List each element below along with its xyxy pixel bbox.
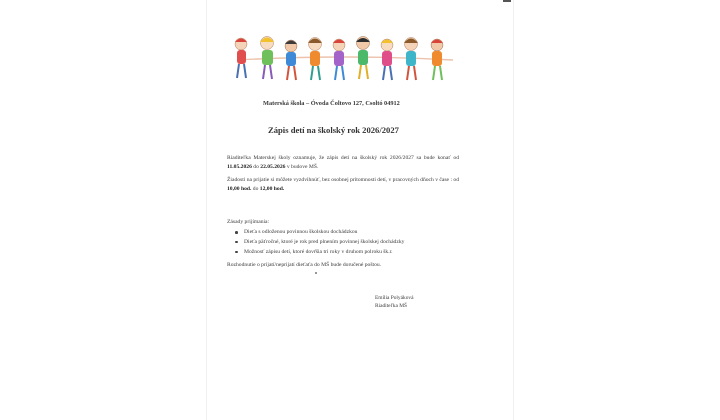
child-figure [431, 39, 443, 80]
applications-paragraph: Žiadosti na prijatie si môžete vyzdvihnúť, bez osobnej prítomnosti detí, v pracovných dňoch v čase : od 10,00 hod. do 12,00 hod. [227, 177, 459, 192]
list-item: Dieťa päťročné, ktoré je rok pred plnením povinnej školskej dochádzky [235, 238, 404, 248]
admission-rules-list [235, 228, 404, 257]
time-from: 10,00 hod. [227, 185, 252, 192]
child-figure [308, 38, 322, 81]
list-item: Možnosť zápisu detí, ktoré dovŕšia tri roky v druhom polroku šk.r. [235, 248, 404, 258]
bullet-icon [235, 241, 238, 244]
applications-text: Žiadosti na prijatie si môžete vyzdvihnúť, bez osobnej prítomnosti detí, v pracovných dňoch v čase : od [227, 177, 459, 183]
child-figure [235, 38, 247, 78]
signature-role: Riaditeľka MŠ [375, 303, 407, 309]
document-title: Zápis detí na školský rok 2026/2027 [268, 125, 399, 135]
child-figure [285, 40, 297, 80]
child-figure [356, 37, 370, 80]
time-to: 12,00 hod. [259, 185, 285, 192]
signature-name: Emília Polyáková [375, 295, 414, 301]
bullet-icon [235, 251, 238, 254]
announcement-paragraph: Riaditeľka Materskej školy oznamuje, že zápis detí na školský rok 2026/2027 sa bude konať od 11.05.2026 do 22.05.2026 v budove MŠ. [227, 155, 459, 170]
date-from: 11.05.2026 [227, 163, 252, 170]
child-figure [260, 37, 274, 80]
child-figure [333, 39, 345, 80]
announcement-text: Riaditeľka Materskej školy oznamuje, že zápis detí na školský rok 2026/2027 sa bude konať od [227, 155, 459, 161]
child-figure [404, 38, 418, 81]
document-page [207, 0, 513, 420]
date-to: 22.05.2026 [260, 163, 286, 170]
decision-note: Rozhodnutie o prijatí/neprijatí dieťaťa do MŠ bude doručené poštou. [227, 262, 382, 268]
signature-block [375, 294, 413, 310]
children-holding-hands-illustration [227, 34, 463, 86]
scan-speck [315, 272, 317, 274]
list-item: Dieťa s odloženou povinnou školskou dochádzkou [235, 228, 404, 238]
school-header: Materská škola – Óvoda Čoltovo 127, Csoltó 04912 [263, 100, 400, 107]
rules-heading: Zásady prijímania: [227, 219, 270, 225]
scan-corner-mark [503, 0, 511, 2]
bullet-icon [235, 231, 238, 234]
child-figure [381, 39, 393, 80]
